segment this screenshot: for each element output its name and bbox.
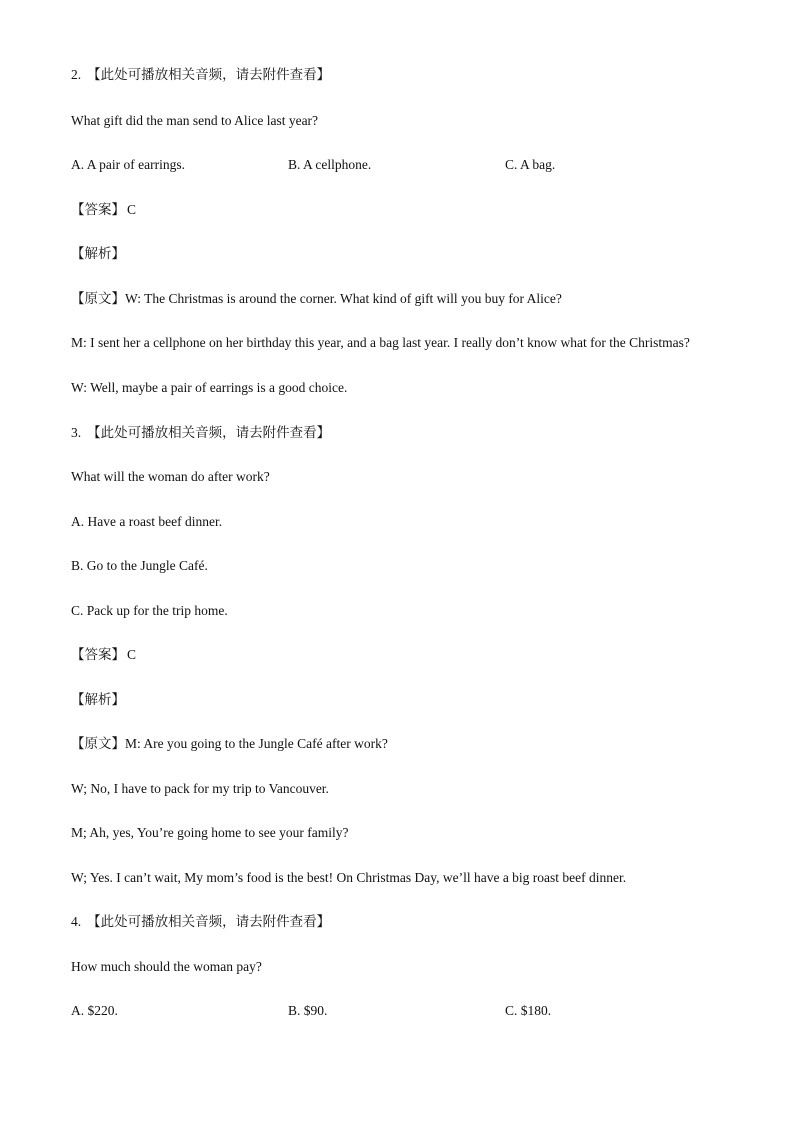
q4-option-a: A. $220. bbox=[71, 1003, 118, 1018]
q2-number: 2. bbox=[71, 67, 82, 82]
q3-answer-value: C bbox=[127, 647, 137, 662]
q3-answer bbox=[71, 646, 136, 664]
q3-transcript-line-1: 【原文】M: Are you going to the Jungle Café after work? bbox=[71, 736, 388, 752]
q2-audio-note[interactable]: 【此处可播放相关音频，请去附件查看】 bbox=[87, 67, 331, 83]
q3-option-b: B. Go to the Jungle Café. bbox=[71, 558, 208, 573]
q2-option-a: A. A pair of earrings. bbox=[71, 157, 185, 172]
q3-option-c: C. Pack up for the trip home. bbox=[71, 603, 228, 618]
q3-number: 3. bbox=[71, 425, 82, 440]
q2-transcript-line-3: W: Well, maybe a pair of earrings is a good choice. bbox=[71, 380, 348, 395]
q2-analysis-tag: 【解析】 bbox=[71, 246, 125, 262]
q3-transcript-line-4: W; Yes. I can’t wait, My mom’s food is the best! On Christmas Day, we’ll have a big roast beef dinner. bbox=[71, 870, 627, 885]
q4-question: How much should the woman pay? bbox=[71, 959, 262, 974]
q2-option-b: B. A cellphone. bbox=[288, 157, 372, 172]
q3-audio-note[interactable]: 【此处可播放相关音频，请去附件查看】 bbox=[87, 425, 331, 441]
q4-number: 4. bbox=[71, 914, 82, 929]
q3-question: What will the woman do after work? bbox=[71, 469, 270, 484]
q2-transcript-tag: 【原文】 bbox=[71, 291, 125, 307]
q3-header bbox=[71, 424, 330, 442]
q2-answer-tag: 【答案】 bbox=[71, 202, 125, 218]
q2-transcript-line-2: M: I sent her a cellphone on her birthday this year, and a bag last year. I really don’t know what for the Christmas? bbox=[71, 335, 690, 350]
q3-option-a: A. Have a roast beef dinner. bbox=[71, 514, 223, 529]
q4-option-b: B. $90. bbox=[288, 1003, 328, 1018]
q4-header bbox=[71, 913, 330, 931]
q3-transcript-line-2: W; No, I have to pack for my trip to Vancouver. bbox=[71, 781, 329, 796]
q2-question: What gift did the man send to Alice last year? bbox=[71, 113, 319, 128]
q3-answer-tag: 【答案】 bbox=[71, 647, 125, 663]
q2-answer bbox=[71, 201, 136, 219]
q4-option-c: C. $180. bbox=[505, 1003, 552, 1018]
q2-header bbox=[71, 66, 330, 84]
q2-option-c: C. A bag. bbox=[505, 157, 556, 172]
q3-analysis-tag: 【解析】 bbox=[71, 692, 125, 708]
q3-transcript-tag: 【原文】 bbox=[71, 736, 125, 752]
q2-answer-value: C bbox=[127, 202, 137, 217]
q2-transcript-line-1: 【原文】W: The Christmas is around the corner. What kind of gift will you buy for Alice? bbox=[71, 291, 562, 307]
q4-audio-note[interactable]: 【此处可播放相关音频，请去附件查看】 bbox=[87, 914, 331, 930]
q3-transcript-line-3: M; Ah, yes, You’re going home to see your family? bbox=[71, 825, 349, 840]
